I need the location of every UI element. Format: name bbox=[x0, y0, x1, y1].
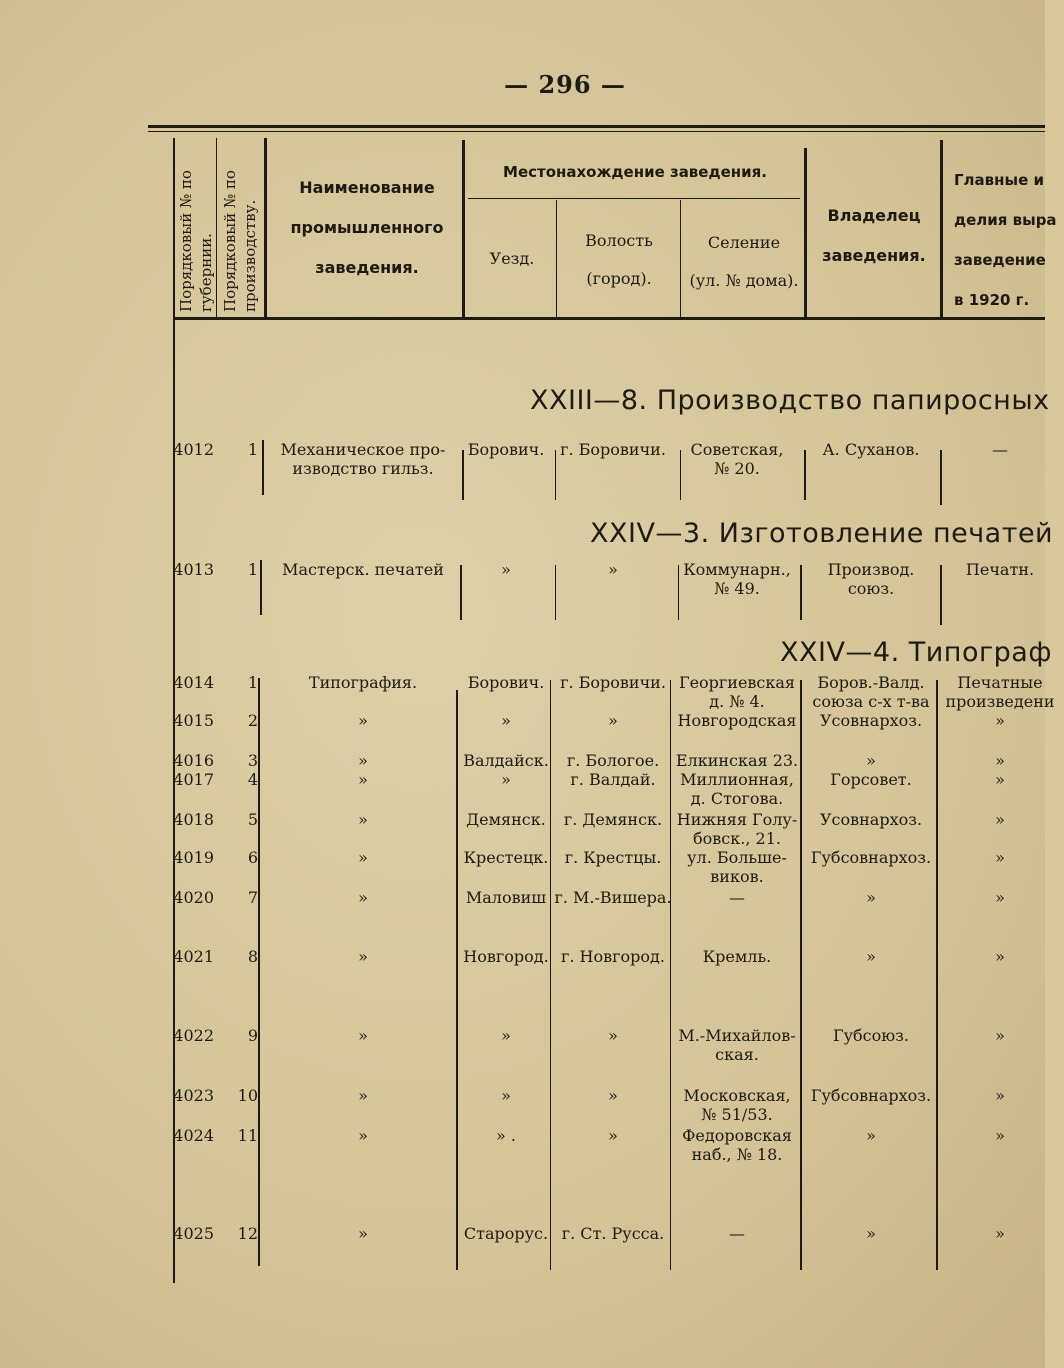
cell-owner: А. Суханов. bbox=[822, 440, 920, 459]
cell-products: » bbox=[995, 848, 1005, 867]
cell-uezd: » . bbox=[496, 1126, 516, 1145]
cell-volost: г. Боровичи. bbox=[560, 440, 666, 459]
cell-gub: 4021 bbox=[173, 947, 214, 966]
cell-uezd: Новгород. bbox=[463, 947, 549, 966]
cell-selenie: — bbox=[729, 1224, 745, 1243]
header-col-products: Главные и делия выра заведение в 1920 г. bbox=[954, 171, 1057, 309]
cell-name: » bbox=[358, 947, 368, 966]
cell-selenie: М.-Михайлов- ская. bbox=[678, 1026, 796, 1064]
cell-owner: » bbox=[866, 947, 876, 966]
cell-uezd: » bbox=[501, 770, 511, 789]
header-col-name: Наименование промышленного заведения. bbox=[290, 178, 444, 277]
cell-products: — bbox=[992, 440, 1008, 459]
cell-name: » bbox=[358, 1126, 368, 1145]
cell-uezd: Крестецк. bbox=[463, 848, 549, 867]
cell-volost: » bbox=[608, 560, 618, 579]
cell-selenie: Миллионная, д. Стогова. bbox=[680, 770, 794, 808]
cell-owner: Боров.-Валд. союза с-х т-ва bbox=[812, 673, 930, 711]
cell-prod: 6 bbox=[247, 848, 258, 867]
cell-prod: 4 bbox=[247, 770, 258, 789]
cell-products: » bbox=[995, 1026, 1005, 1045]
cell-uezd: » bbox=[501, 1086, 511, 1105]
header-divider-7 bbox=[940, 140, 943, 318]
cell-name: Механическое про- изводство гильз. bbox=[280, 440, 446, 478]
cell-products: » bbox=[995, 810, 1005, 829]
cell-name: » bbox=[358, 1224, 368, 1243]
cell-uezd: Валдайск. bbox=[463, 751, 549, 770]
header-col-uezd: Уезд. bbox=[489, 249, 535, 268]
cell-uezd: Маловиш bbox=[465, 888, 547, 907]
cell-owner: Усовнархоз. bbox=[819, 810, 923, 829]
cell-owner: » bbox=[866, 1224, 876, 1243]
cell-owner: » bbox=[866, 751, 876, 770]
cell-selenie: ул. Больше- виков. bbox=[687, 848, 787, 886]
cell-owner: Губсовнархоз. bbox=[810, 848, 932, 867]
cell-prod: 5 bbox=[247, 810, 258, 829]
cell-uezd: Старорус. bbox=[463, 1224, 549, 1243]
body-rule bbox=[258, 678, 260, 1266]
cell-name: » bbox=[358, 888, 368, 907]
cell-prod: 10 bbox=[237, 1086, 258, 1105]
cell-products: » bbox=[995, 1224, 1005, 1243]
cell-volost: г. Валдай. bbox=[570, 770, 656, 789]
header-divider-5 bbox=[680, 200, 681, 318]
cell-uezd: Демянск. bbox=[466, 810, 546, 829]
cell-uezd: » bbox=[501, 560, 511, 579]
cell-volost: г. М.-Вишера. bbox=[554, 888, 672, 907]
row-rule-4013 bbox=[260, 560, 262, 615]
cell-owner: Губсовнархоз. bbox=[810, 1086, 932, 1105]
cell-gub: 4016 bbox=[173, 751, 214, 770]
cell-products: Печатн. bbox=[965, 560, 1035, 579]
cell-selenie: Елкинская 23. bbox=[675, 751, 799, 770]
cell-owner: Усовнархоз. bbox=[819, 711, 923, 730]
cell-gub: 4022 bbox=[173, 1026, 214, 1045]
cell-prod: 7 bbox=[247, 888, 258, 907]
section-heading: XXIII—8. Производство папиросных bbox=[530, 385, 1050, 416]
row-rule-4012 bbox=[262, 440, 264, 495]
cell-selenie: Нижняя Голу- бовск., 21. bbox=[676, 810, 798, 848]
cell-products: » bbox=[995, 1086, 1005, 1105]
cell-prod: 3 bbox=[247, 751, 258, 770]
cell-volost: г. Новгород. bbox=[561, 947, 665, 966]
cell-name: » bbox=[358, 770, 368, 789]
cell-selenie: Новгородская bbox=[677, 711, 797, 730]
cell-volost: г. Демянск. bbox=[563, 810, 663, 829]
cell-name: » bbox=[358, 1026, 368, 1045]
cell-prod: 9 bbox=[247, 1026, 258, 1045]
cell-products: » bbox=[995, 751, 1005, 770]
cell-owner: Горсовет. bbox=[830, 770, 912, 789]
cell-volost: г. Бологое. bbox=[566, 751, 660, 770]
cell-owner: » bbox=[866, 888, 876, 907]
header-col-volost: Волость (город). bbox=[585, 231, 653, 288]
cell-selenie: Коммунарн., № 49. bbox=[683, 560, 791, 598]
cell-gub: 4019 bbox=[173, 848, 214, 867]
cell-volost: » bbox=[608, 1086, 618, 1105]
cell-gub: 4013 bbox=[173, 560, 214, 579]
cell-gub: 4023 bbox=[173, 1086, 214, 1105]
cell-prod: 1 bbox=[247, 440, 258, 459]
table-top-rule bbox=[148, 125, 1045, 128]
cell-name: » bbox=[358, 751, 368, 770]
cell-gub: 4012 bbox=[173, 440, 214, 459]
table-top-rule-2 bbox=[148, 131, 1045, 132]
cell-name: Типография. bbox=[308, 673, 418, 692]
header-col-location: Местонахождение заведения. bbox=[503, 163, 767, 181]
cell-name: » bbox=[358, 711, 368, 730]
location-subrule bbox=[468, 198, 800, 199]
cell-owner: » bbox=[866, 1126, 876, 1145]
header-divider-4 bbox=[556, 200, 557, 318]
cell-volost: г. Боровичи. bbox=[560, 673, 666, 692]
header-bottom-rule bbox=[175, 317, 1045, 320]
cell-gub: 4015 bbox=[173, 711, 214, 730]
cell-products: Печатные произведени bbox=[945, 673, 1055, 711]
cell-prod: 1 bbox=[247, 560, 258, 579]
header-divider-1 bbox=[216, 138, 217, 318]
cell-prod: 2 bbox=[247, 711, 258, 730]
cell-products: » bbox=[995, 1126, 1005, 1145]
page-number: — 296 — bbox=[504, 70, 626, 99]
cell-selenie: Кремль. bbox=[702, 947, 772, 966]
cell-volost: » bbox=[608, 1026, 618, 1045]
cell-name: » bbox=[358, 1086, 368, 1105]
cell-gub: 4017 bbox=[173, 770, 214, 789]
cell-volost: г. Крестцы. bbox=[564, 848, 662, 867]
cell-uezd: » bbox=[501, 711, 511, 730]
cell-gub: 4024 bbox=[173, 1126, 214, 1145]
cell-owner: Губсоюз. bbox=[833, 1026, 909, 1045]
cell-prod: 12 bbox=[237, 1224, 258, 1243]
cell-uezd: Борович. bbox=[467, 440, 545, 459]
cell-gub: 4014 bbox=[173, 673, 214, 692]
cell-volost: » bbox=[608, 1126, 618, 1145]
cell-products: » bbox=[995, 888, 1005, 907]
cell-name: » bbox=[358, 810, 368, 829]
cell-name: » bbox=[358, 848, 368, 867]
header-divider-2 bbox=[264, 138, 267, 318]
cell-gub: 4025 bbox=[173, 1224, 214, 1243]
cell-selenie: Георгиевская д. № 4. bbox=[678, 673, 796, 711]
section-heading: XXIV—3. Изготовление печатей bbox=[590, 518, 1054, 549]
cell-owner: Производ. союз. bbox=[827, 560, 915, 598]
cell-volost: г. Ст. Русса. bbox=[561, 1224, 665, 1243]
cell-products: » bbox=[995, 947, 1005, 966]
cell-prod: 11 bbox=[237, 1126, 258, 1145]
header-col-proizvodstvo: Порядковый № по производству. bbox=[221, 170, 259, 312]
cell-selenie: Федоровская наб., № 18. bbox=[682, 1126, 792, 1164]
cell-selenie: Советская, № 20. bbox=[690, 440, 784, 478]
section-heading: XXIV—4. Типограф bbox=[780, 637, 1052, 668]
cell-gub: 4020 bbox=[173, 888, 214, 907]
cell-products: » bbox=[995, 770, 1005, 789]
cell-gub: 4018 bbox=[173, 810, 214, 829]
cell-prod: 1 bbox=[247, 673, 258, 692]
cell-uezd: Борович. bbox=[467, 673, 545, 692]
cell-uezd: » bbox=[501, 1026, 511, 1045]
cell-products: » bbox=[995, 711, 1005, 730]
cell-selenie: — bbox=[729, 888, 745, 907]
header-col-guberniya: Порядковый № по губернии. bbox=[177, 170, 215, 312]
cell-volost: » bbox=[608, 711, 618, 730]
header-col-selenie: Селение (ул. № дома). bbox=[689, 233, 799, 290]
cell-prod: 8 bbox=[247, 947, 258, 966]
header-col-owner: Владелец заведения. bbox=[822, 206, 926, 265]
cell-selenie: Московская, № 51/53. bbox=[683, 1086, 791, 1124]
cell-name: Мастерск. печатей bbox=[282, 560, 444, 579]
